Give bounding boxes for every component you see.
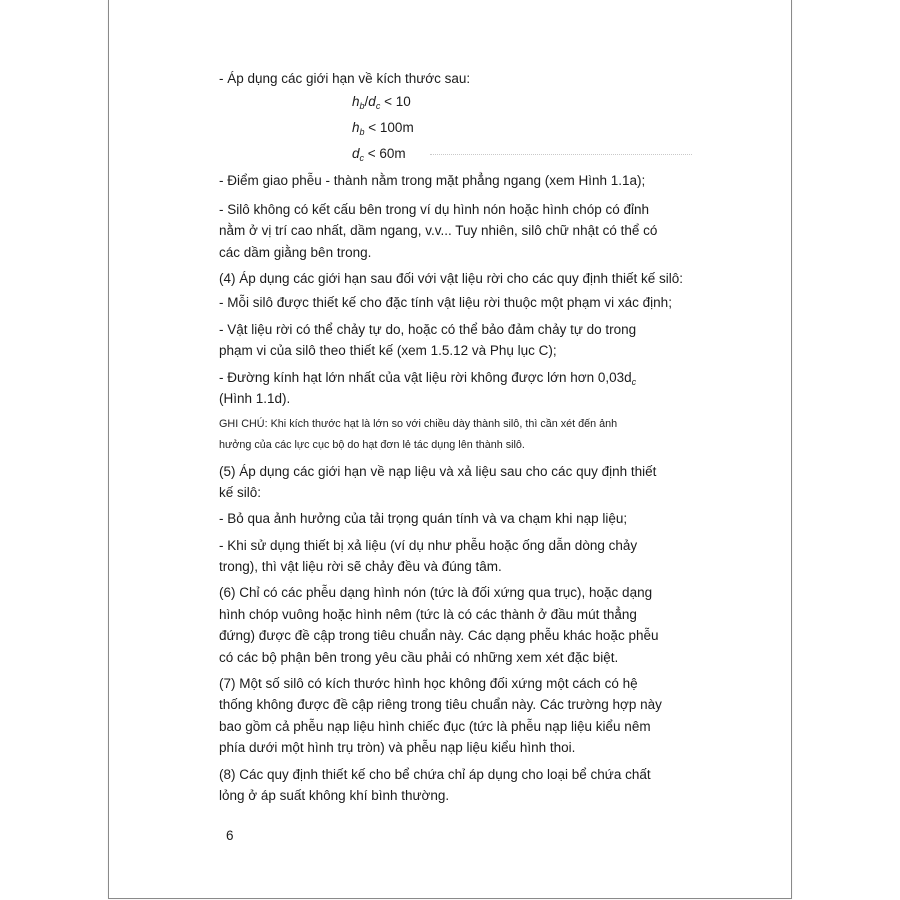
text-line: - Silô không có kết cấu bên trong ví dụ hình nón hoặc hình chóp có đỉnh bbox=[219, 202, 650, 217]
text-line: - Khi sử dụng thiết bị xả liệu (ví dụ như phễu hoặc ống dẫn dòng chảy bbox=[219, 538, 638, 553]
text-line: đứng) được đề cập trong tiêu chuẩn này. Các dạng phễu khác hoặc phễu bbox=[219, 628, 659, 643]
text-line: - Bỏ qua ảnh hưởng của tải trọng quán tính và va chạm khi nạp liệu; bbox=[219, 511, 628, 526]
text-line: (Hình 1.1d). bbox=[219, 391, 291, 406]
text-run: - Đường kính hạt lớn nhất của vật liệu rời không được lớn hơn 0,03d bbox=[219, 370, 632, 385]
formula-sub: c bbox=[359, 153, 365, 163]
formula-ratio bbox=[352, 92, 411, 116]
text-line: các dầm giằng bên trong. bbox=[219, 245, 372, 260]
text-line: (7) Một số silô có kích thước hình học không đối xứng một cách có hệ bbox=[219, 676, 638, 691]
text-line: kế silô: bbox=[219, 485, 262, 500]
text-line: (6) Chỉ có các phễu dạng hình nón (tức là đối xứng qua trục), hoặc dạng bbox=[219, 585, 653, 600]
text-line: trong), thì vật liệu rời sẽ chảy đều và đúng tâm. bbox=[219, 559, 502, 574]
text-line: có các bộ phận bên trong yêu cầu phải có những xem xét đặc biệt. bbox=[219, 650, 619, 665]
formula-sep: / bbox=[364, 94, 369, 109]
formula-var: h bbox=[352, 94, 360, 109]
text-line: phía dưới một hình trụ tròn) và phễu nạp liệu kiểu hình thoi. bbox=[219, 740, 576, 755]
text-line: (5) Áp dụng các giới hạn về nạp liệu và xả liệu sau cho các quy định thiết bbox=[219, 464, 657, 479]
formula-height bbox=[352, 118, 414, 142]
formula-var: h bbox=[352, 120, 360, 135]
text-line: (8) Các quy định thiết kế cho bể chứa chỉ áp dụng cho loại bể chứa chất bbox=[219, 767, 651, 782]
text-line: thống không được đề cập riêng trong tiêu chuẩn này. Các trường hợp này bbox=[219, 697, 662, 712]
text-line: nằm ở vị trí cao nhất, dầm ngang, v.v... Tuy nhiên, silô chữ nhật có thể có bbox=[219, 223, 658, 238]
text-line: lỏng ở áp suất không khí bình thường. bbox=[219, 788, 450, 803]
formula-rest: < 60m bbox=[364, 146, 406, 161]
note-line: hưởng của các lực cục bộ do hạt đơn lẻ tác dụng lên thành silô. bbox=[219, 439, 525, 451]
page-number: 6 bbox=[226, 828, 234, 843]
text-line: - Vật liệu rời có thể chảy tự do, hoặc có thể bảo đảm chảy tự do trong bbox=[219, 322, 637, 337]
text-line: - Áp dụng các giới hạn về kích thước sau: bbox=[219, 71, 471, 86]
text-line: hình chóp vuông hoặc hình nêm (tức là có các thành ở đầu mút thẳng bbox=[219, 607, 637, 622]
note-line: GHI CHÚ: Khi kích thước hạt là lớn so với chiều dày thành silô, thì cần xét đến ảnh bbox=[219, 418, 618, 430]
formula-var: d bbox=[352, 146, 360, 161]
text-line: - Điểm giao phễu - thành nằm trong mặt phẳng ngang (xem Hình 1.1a); bbox=[219, 173, 646, 188]
formula-rest: < 100m bbox=[364, 120, 414, 135]
formula-sub: b bbox=[359, 101, 365, 111]
text-line: (4) Áp dụng các giới hạn sau đối với vật liệu rời cho các quy định thiết kế silô: bbox=[219, 271, 684, 286]
text-line: phạm vi của silô theo thiết kế (xem 1.5.12 và Phụ lục C); bbox=[219, 343, 557, 358]
formula-sub: c bbox=[631, 377, 637, 387]
formula-diameter bbox=[352, 144, 406, 168]
formula-sub: c bbox=[375, 101, 381, 111]
scan-artifact-line bbox=[430, 154, 692, 156]
formula-sub: b bbox=[359, 127, 365, 137]
formula-rest: < 10 bbox=[380, 94, 411, 109]
formula-var: d bbox=[368, 94, 376, 109]
text-line: bao gồm cả phễu nạp liệu hình chiếc đục (tức là phễu nạp liệu kiểu nêm bbox=[219, 719, 651, 734]
text-line: - Mỗi silô được thiết kế cho đặc tính vật liệu rời thuộc một phạm vi xác định; bbox=[219, 295, 672, 310]
